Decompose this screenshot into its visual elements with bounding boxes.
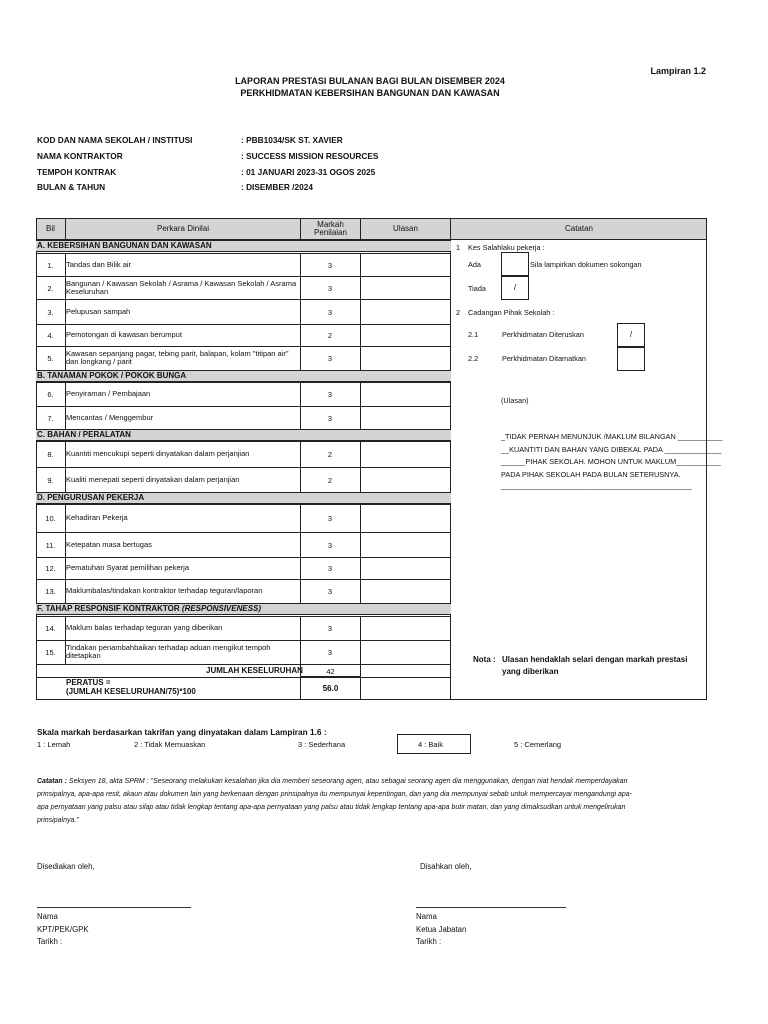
catatan-tiada: Tiada [468, 284, 486, 293]
row-description: Pemotongan di kawasan berumput [66, 330, 182, 339]
table-row [36, 640, 451, 664]
sig-right-line [416, 907, 566, 908]
table-cell [360, 579, 451, 604]
row-mark: 3 [327, 541, 333, 550]
table-cell [360, 382, 451, 407]
row-description: Kawasan sepanjang pagar, tebing parit, balapan, kolam "titipan air" dan longkang / parit [66, 349, 289, 366]
ulasan-line-2: __KUANTITI DAN BAHAN YANG DIBEKAL PADA ______________ [501, 445, 722, 454]
section-d: D. PENGURUSAN PEKERJA [36, 492, 451, 504]
info-value: : SUCCESS MISSION RESOURCES [241, 151, 379, 161]
sig-left-title: Disediakan oleh, [37, 862, 95, 871]
table-row [36, 467, 451, 492]
section-f-italic: (RESPONSIVENESS) [181, 604, 262, 613]
table-cell [360, 406, 451, 430]
nota-text-2: yang diberikan [502, 667, 559, 676]
info-label: KOD DAN NAMA SEKOLAH / INSTITUSI [37, 135, 193, 145]
jumlah-label: JUMLAH KESELURUHAN [206, 666, 303, 675]
skala-title: Skala markah berdasarkan takrifan yang dinyatakan dalam Lampiran 1.6 : [37, 727, 327, 737]
row-description: Tandas dan Bilik air [66, 259, 132, 269]
header-perkara: Perkara Dinilai [156, 223, 210, 233]
row-description: Kehadiran Pekerja [66, 513, 128, 522]
row-number: 10. [45, 514, 56, 523]
info-label: TEMPOH KONTRAK [37, 167, 117, 177]
row-mark: 3 [327, 354, 333, 363]
info-value: : 01 JANUARI 2023-31 OGOS 2025 [241, 167, 376, 177]
row-description: Kualiti menepati seperti dinyatakan dalam perjanjian [66, 474, 240, 484]
table-cell [360, 467, 451, 493]
section-b: B. TANAMAN POKOK / POKOK BUNGA [36, 370, 451, 382]
ulasan-line-5: _______________________________________________ [501, 481, 692, 490]
peratus-value: 56.0 [322, 684, 339, 693]
catatan-note [37, 775, 637, 827]
table-row [36, 616, 451, 640]
header-ulasan: Ulasan [393, 223, 418, 233]
catatan-item2-no: 2 [456, 308, 461, 317]
skala-5: 5 : Cemerlang [514, 740, 562, 749]
row-description: Penyiraman / Pembajaan [66, 389, 151, 398]
peratus-label [66, 678, 196, 696]
sig-left-line [37, 907, 191, 908]
sig-right-tarikh: Tarikh : [416, 937, 442, 946]
table-row [36, 406, 451, 429]
table-row [36, 557, 451, 579]
info-label: NAMA KONTRAKTOR [37, 151, 123, 161]
table-row [36, 504, 451, 532]
row-description: Kuantiti mencukupi seperti dinyatakan dalam perjanjian [66, 449, 250, 458]
catatan-note-text: Seksyen 18, akta SPRM : "Seseorang melakukan kesalahan jika dia memberi seseorang agen, atau sebagai seorang agen dia menggunakan, dengan niat hendak memperdayakan prinsipalnya, apa-apa resit, akaun atau dokumen lain yang berkenaan dengan prinsipalnya itu mempunyai kepentingan, dan yang dia mempunyai sebab untuk mempercayai mengandungi apa-apa pernyataan yang palsu atau silap atau tidak lengkap tentang apa-apa pernyataan yang palsu atau tidak lengkap tentang apa-apa butir matan, dan yang dimaksudkan untuk mengelirukan prinsipalnya." [37, 778, 632, 824]
table-cell [360, 441, 451, 468]
ulasan-line-1: _TIDAK PERNAH MENUNJUK /MAKLUM BILANGAN ___________ [501, 432, 723, 441]
row-mark: 3 [327, 261, 333, 270]
catatan-ada: Ada [468, 260, 481, 269]
table-row [36, 441, 451, 467]
row-number: 9. [47, 476, 54, 485]
row-number: 7. [47, 414, 54, 423]
header-bil: Bil [46, 223, 55, 233]
table-cell [360, 346, 451, 371]
row-number: 5. [47, 354, 54, 363]
row-mark: 3 [327, 648, 333, 657]
c22-checkbox [617, 347, 645, 371]
table-cell [360, 504, 451, 533]
peratus-line2: (JUMLAH KESELURUHAN/75)*100 [66, 687, 196, 696]
section-f [36, 603, 451, 615]
c21-label: Perkhidmatan Diteruskan [502, 330, 584, 339]
row-mark: 3 [327, 390, 333, 399]
row-number: 8. [47, 450, 54, 459]
table-row [36, 532, 451, 557]
info-value: : PBB1034/SK ST. XAVIER [241, 135, 343, 145]
row-description: Bangunan / Kawasan Sekolah / Asrama / Kawasan Sekolah / Asrama Keseluruhan [66, 278, 297, 296]
skala-4: 4 : Baik [418, 740, 444, 749]
row-description: Mencantas / Menggembur [66, 412, 154, 422]
skala-3: 3 : Sederhana [298, 740, 346, 749]
row-mark: 3 [327, 624, 333, 633]
ulasan-line-4: PADA PIHAK SEKOLAH PADA BULAN SETERUSNYA. [501, 470, 681, 479]
row-mark: 3 [327, 284, 333, 293]
c22-label: Perkhidmatan Ditamatkan [502, 354, 586, 363]
row-number: 6. [47, 390, 54, 399]
row-description: Ketepatan masa bertugas [66, 539, 152, 549]
info-label: BULAN & TAHUN [37, 182, 106, 192]
table-row [36, 324, 451, 346]
sig-left-nama: Nama [37, 912, 58, 921]
row-number: 12. [45, 564, 56, 573]
tiada-checkbox: / [501, 276, 529, 300]
row-description: Tindakan penambahbaikan terhadap aduan mengikut tempoh ditetapkan [66, 643, 271, 660]
sig-right-role: Ketua Jabatan [416, 925, 467, 934]
row-number: 4. [47, 331, 54, 340]
table-cell [360, 299, 451, 325]
row-number: 14. [45, 624, 56, 633]
ada-checkbox [501, 252, 529, 276]
info-value: : DISEMBER /2024 [241, 182, 313, 192]
sig-right-nama: Nama [416, 912, 437, 921]
table-row [36, 579, 451, 603]
c21-checkbox: / [617, 323, 645, 347]
jumlah-value: 42 [326, 667, 335, 676]
section-c: C. BAHAN / PERALATAN [36, 429, 451, 441]
nota-text-1: Ulasan hendaklah selari dengan markah prestasi [502, 655, 688, 664]
c22-no: 2.2 [468, 354, 479, 363]
row-mark: 3 [327, 308, 333, 317]
catatan-item2-label: Cadangan Pihak Sekolah : [468, 308, 555, 317]
row-number: 11. [45, 541, 56, 550]
skala-2: 2 : Tidak Memuaskan [134, 740, 206, 749]
table-cell [360, 532, 451, 558]
header-catatan: Catatan [564, 223, 594, 233]
sig-left-tarikh: Tarikh : [37, 937, 63, 946]
catatan-item1-no: 1 [456, 243, 461, 252]
catatan-sila: Sila lampirkan dokumen sokongan [530, 260, 642, 269]
table-row [36, 299, 451, 324]
c21-no: 2.1 [468, 330, 479, 339]
row-mark: 2 [327, 331, 333, 340]
row-description: Maklumbalas/tindakan kontraktor terhadap teguran/laporan [66, 586, 263, 595]
info-bulan [37, 182, 313, 192]
report-title: LAPORAN PRESTASI BULANAN BAGI BULAN DISEMBER 2024 [235, 76, 505, 86]
table-cell [360, 324, 451, 347]
section-f-label: F. TAHAP RESPONSIF KONTRAKTOR [37, 604, 182, 613]
catatan-note-label: Catatan : [37, 778, 67, 785]
row-number: 15. [45, 648, 56, 657]
row-mark: 3 [327, 587, 333, 596]
section-a: A. KEBERSIHAN BANGUNAN DAN KAWASAN [36, 240, 451, 252]
peratus-line1: PERATUS = [66, 678, 111, 687]
row-number: 3. [47, 308, 54, 317]
row-number: 1. [47, 261, 54, 270]
table-row [36, 382, 451, 406]
row-mark: 2 [327, 476, 333, 485]
ulasan-line-3: ______PIHAK SEKOLAH. MOHON UNTUK MAKLUM___________ [501, 457, 721, 466]
nota-label: Nota : [473, 655, 496, 664]
table-cell [360, 640, 451, 665]
report-subtitle: PERKHIDMATAN KEBERSIHAN BANGUNAN DAN KAWASAN [240, 88, 500, 98]
info-sekolah [37, 135, 343, 145]
sig-left-role: KPT/PEK/GPK [37, 925, 89, 934]
info-kontraktor [37, 151, 379, 161]
skala-1: 1 : Lemah [37, 740, 71, 749]
table-row [36, 346, 451, 370]
catatan-ulasan: (Ulasan) [501, 396, 529, 405]
table-cell [360, 276, 451, 300]
table-row [36, 253, 451, 276]
catatan-item1-label: Kes Salahlaku pekerja : [468, 243, 545, 252]
header-markah: Markah Penilaian [314, 219, 347, 237]
row-mark: 3 [327, 564, 333, 573]
table-cell [360, 557, 451, 580]
row-number: 13. [45, 587, 56, 596]
table-row [36, 276, 451, 299]
table-cell [360, 253, 451, 277]
row-mark: 3 [327, 514, 333, 523]
sig-right-title: Disahkan oleh, [420, 862, 472, 871]
row-description: Pelupusan sampah [66, 306, 131, 316]
info-tempoh [37, 167, 376, 177]
row-number: 2. [47, 284, 54, 293]
row-mark: 2 [327, 450, 333, 459]
row-description: Maklum balas terhadap teguran yang diberikan [66, 623, 223, 632]
row-mark: 3 [327, 414, 333, 423]
lampiran-label: Lampiran 1.2 [650, 66, 706, 76]
row-description: Pematuhan Syarat pemilihan pekerja [66, 563, 189, 572]
table-cell [360, 616, 451, 641]
